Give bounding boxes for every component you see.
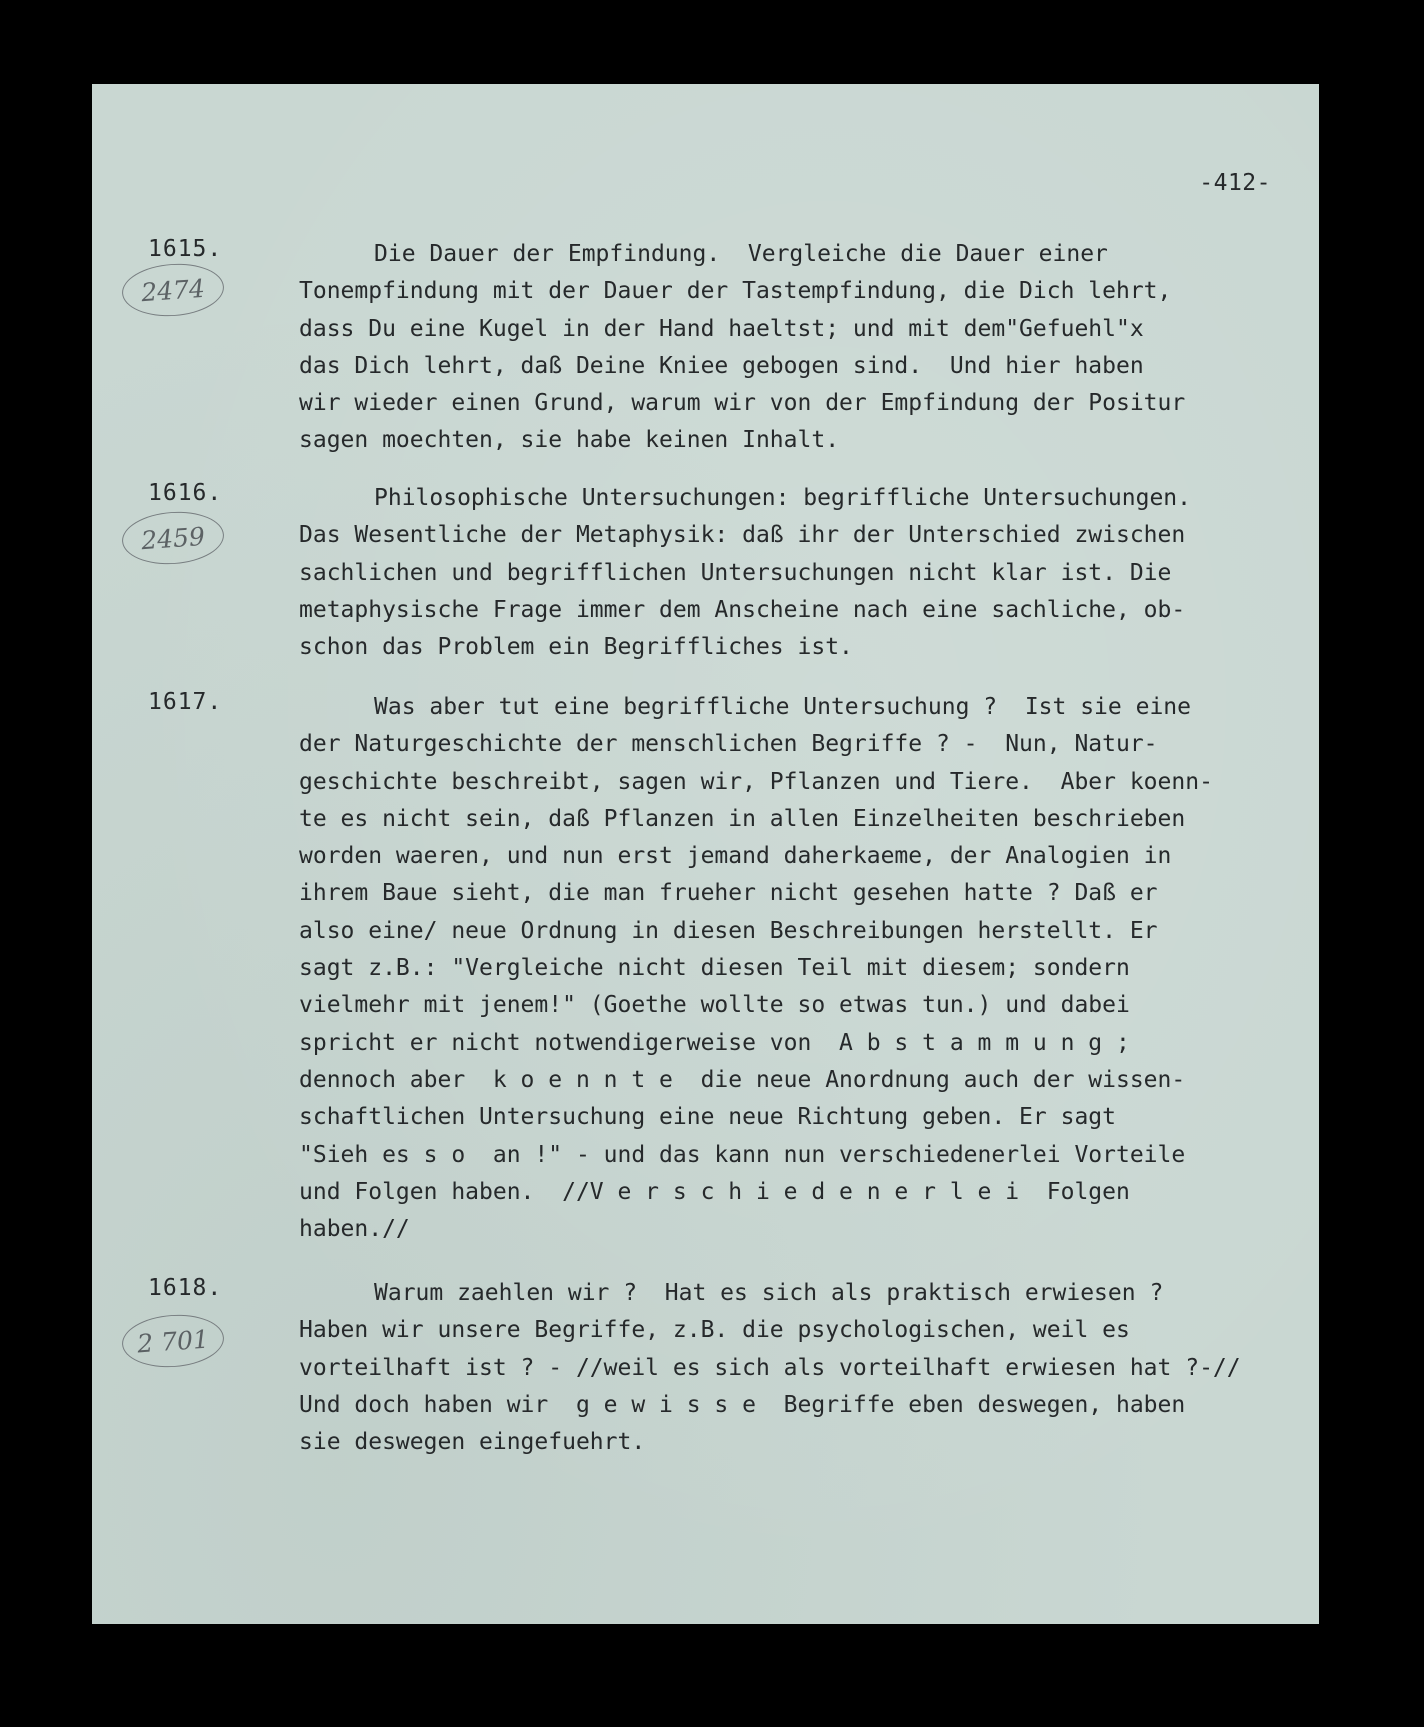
typewritten-page [92, 84, 1319, 1624]
paragraph-text [299, 480, 1304, 666]
text-line: vorteilhaft ist ? - //weil es sich als vorteilhaft erwiesen hat ?-// [299, 1354, 1241, 1381]
text-line: Was aber tut eine begriffliche Untersuchung ? Ist sie eine [374, 694, 1191, 720]
text-line: te es nicht sein, daß Pflanzen in allen Einzelheiten beschrieben [299, 805, 1186, 832]
page-number: -412- [1199, 170, 1271, 196]
text-line: vielmehr mit jenem!" (Goethe wollte so etwas tun.) und dabei [299, 992, 1130, 1019]
text-line: Und doch haben wir g e w i s s e Begriffe eben deswegen, haben [299, 1391, 1186, 1418]
text-line: und Folgen haben. //V e r s c h i e d e n e r l e i Folgen [299, 1178, 1130, 1205]
text-line: Haben wir unsere Begriffe, z.B. die psychologischen, weil es [299, 1317, 1130, 1344]
paragraph-text [299, 1275, 1304, 1461]
text-line: Warum zaehlen wir ? Hat es sich als praktisch erwiesen ? [374, 1280, 1164, 1306]
paragraph-text [299, 689, 1304, 1248]
text-line: dass Du eine Kugel in der Hand haeltst; und mit dem"Gefuehl"x [299, 315, 1144, 342]
text-line: also eine/ neue Ordnung in diesen Beschreibungen herstellt. Er [299, 917, 1158, 944]
text-line: sagen moechten, sie habe keinen Inhalt. [299, 427, 840, 454]
paragraph-number: 1617. [148, 689, 223, 715]
text-line: haben.// [299, 1216, 410, 1243]
text-line: metaphysische Frage immer dem Anscheine nach eine sachliche, ob- [299, 596, 1186, 623]
text-line: ihrem Baue sieht, die man frueher nicht gesehen hatte ? Daß er [299, 880, 1158, 907]
text-line: dennoch aber k o e n n t e die neue Anordnung auch der wissen- [299, 1066, 1186, 1093]
text-line: Die Dauer der Empfindung. Vergleiche die Dauer einer [374, 241, 1108, 267]
text-line: "Sieh es s o an !" - und das kann nun verschiedenerlei Vorteile [299, 1141, 1186, 1168]
text-line: sachlichen und begrifflichen Untersuchungen nicht klar ist. Die [299, 559, 1172, 586]
handwritten-reference: 2 701 [120, 1312, 225, 1371]
text-line: sagt z.B.: "Vergleiche nicht diesen Teil mit diesem; sondern [299, 955, 1130, 982]
paragraph-text [299, 236, 1304, 460]
text-line: schaftlichen Untersuchung eine neue Richtung geben. Er sagt [299, 1104, 1116, 1131]
text-line: wir wieder einen Grund, warum wir von der Empfindung der Positur [299, 390, 1186, 417]
text-line: spricht er nicht notwendigerweise von A b s t a m m u n g ; [299, 1029, 1130, 1056]
text-line: das Dich lehrt, daß Deine Kniee gebogen sind. Und hier haben [299, 352, 1144, 379]
text-line: worden waeren, und nun erst jemand daherkaeme, der Analogien in [299, 843, 1172, 870]
text-line: der Naturgeschichte der menschlichen Begriffe ? - Nun, Natur- [299, 731, 1158, 758]
handwritten-reference: 2474 [120, 261, 225, 320]
handwritten-reference: 2459 [120, 509, 225, 568]
paragraph-number: 1618. [148, 1275, 223, 1301]
text-line: schon das Problem ein Begriffliches ist. [299, 634, 853, 661]
paragraph-number: 1616. [148, 480, 223, 506]
text-line: Tonempfindung mit der Dauer der Tastempfindung, die Dich lehrt, [299, 278, 1172, 305]
text-line: Philosophische Untersuchungen: begriffliche Untersuchungen. [374, 485, 1191, 511]
text-line: sie deswegen eingefuehrt. [299, 1429, 646, 1456]
paragraph-number: 1615. [148, 236, 223, 262]
text-line: geschichte beschreibt, sagen wir, Pflanzen und Tiere. Aber koenn- [299, 768, 1213, 795]
text-line: Das Wesentliche der Metaphysik: daß ihr der Unterschied zwischen [299, 522, 1186, 549]
